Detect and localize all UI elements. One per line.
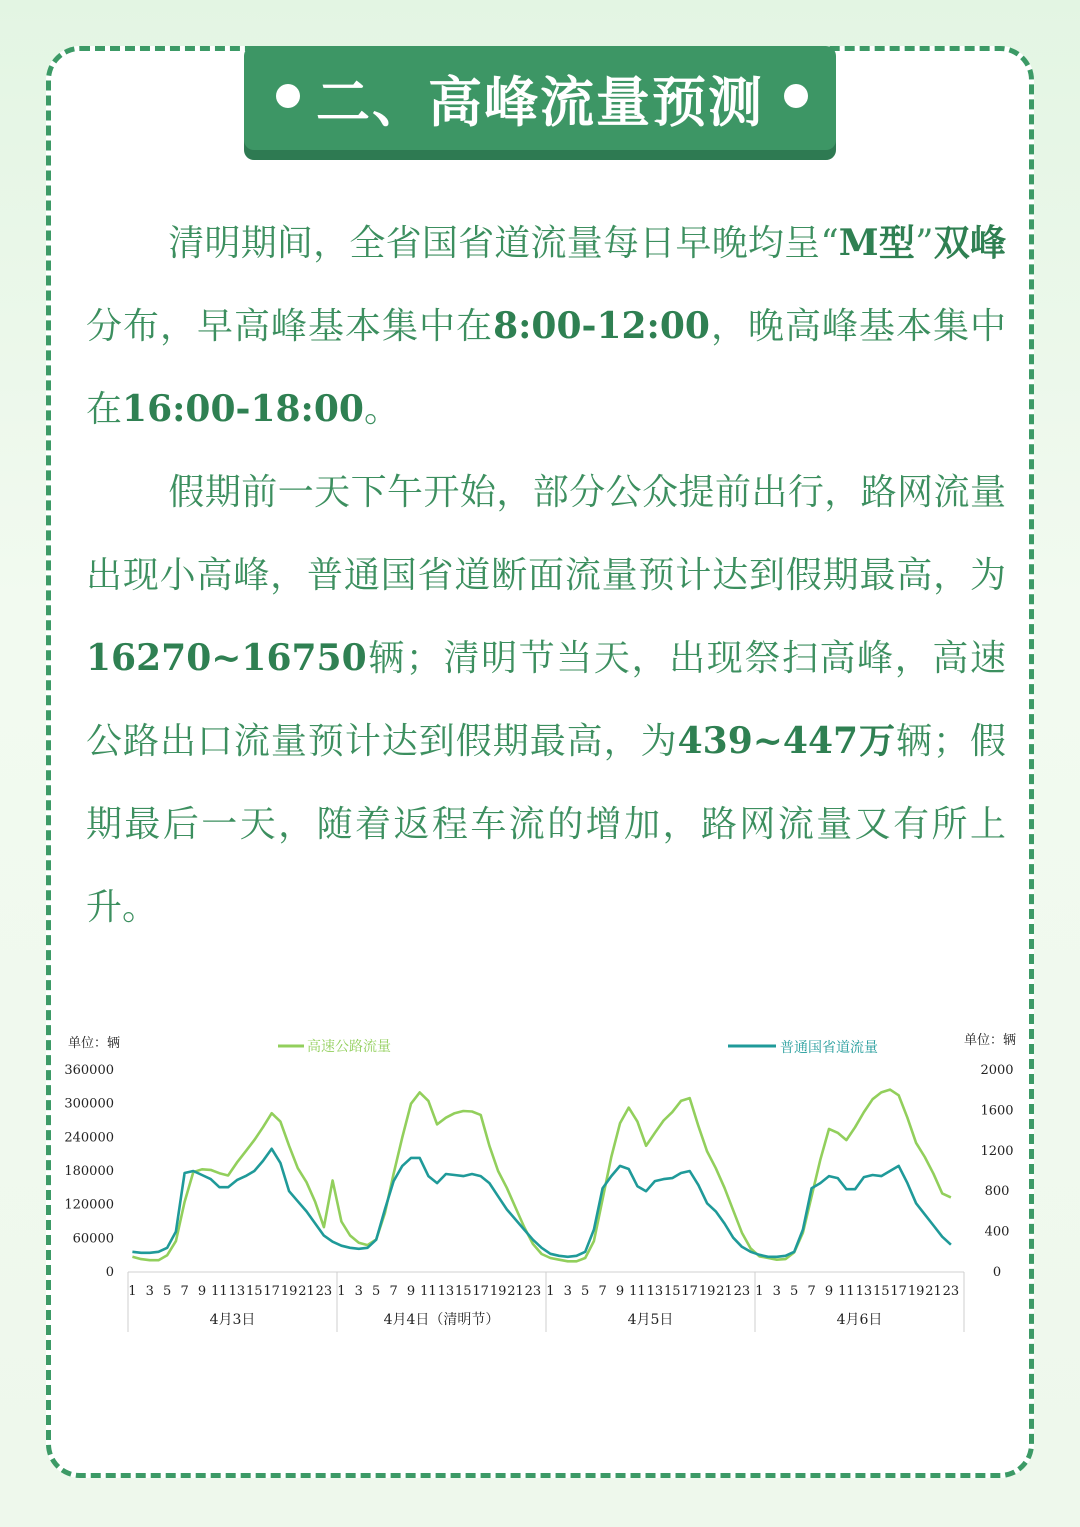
x-hour-tick-label: 23 xyxy=(524,1284,542,1299)
y-right-tick-label: 400 xyxy=(984,1224,1010,1240)
x-hour-tick-label: 3 xyxy=(145,1284,154,1299)
x-hour-tick-label: 5 xyxy=(163,1284,172,1299)
traffic-chart-svg xyxy=(62,1022,1024,1338)
traffic-flow-chart xyxy=(62,1022,1024,1338)
x-hour-tick-label: 13 xyxy=(855,1284,873,1299)
x-hour-tick-label: 17 xyxy=(890,1284,907,1299)
x-hour-tick-label: 9 xyxy=(197,1284,207,1299)
x-hour-tick-label: 19 xyxy=(489,1284,507,1299)
x-hour-tick-label: 5 xyxy=(790,1284,799,1299)
x-hour-tick-label: 15 xyxy=(663,1284,681,1299)
x-hour-tick-label: 7 xyxy=(389,1284,398,1299)
p2-text-3: 辆；假期最后一天，随着返程车流的增加，路网流量又有所上升。 xyxy=(86,721,1006,928)
paragraph-holiday-forecast xyxy=(86,451,1006,949)
p1-text-4: ，晚高峰基本集中在 xyxy=(86,306,1006,430)
x-hour-tick-label: 11 xyxy=(420,1284,437,1299)
legend-label-highway: 高速公路流量 xyxy=(307,1039,391,1055)
p1-bold-double-peak: 双峰 xyxy=(933,222,1006,264)
section-title: 二、高峰流量预测 xyxy=(316,70,764,134)
x-hour-tick-label: 23 xyxy=(942,1284,960,1299)
p1-bold-evening: 16:00-18:00 xyxy=(122,388,364,430)
p2-text-2: 辆；清明节当天，出现祭扫高峰，高速公路出口流量预计达到假期最高，为 xyxy=(86,638,1006,762)
y-right-tick-label: 800 xyxy=(984,1184,1010,1200)
x-hour-tick-label: 19 xyxy=(698,1284,716,1299)
x-hour-tick-label: 21 xyxy=(507,1284,524,1299)
x-hour-tick-label: 15 xyxy=(454,1284,472,1299)
x-hour-tick-label: 9 xyxy=(615,1284,625,1299)
p1-text-3: 分布，早高峰基本集中在 xyxy=(86,306,494,347)
x-hour-tick-label: 11 xyxy=(838,1284,855,1299)
x-hour-tick-label: 13 xyxy=(646,1284,664,1299)
day-label: 4月4日（清明节） xyxy=(383,1312,500,1328)
x-hour-tick-label: 17 xyxy=(472,1284,489,1299)
x-hour-tick-label: 7 xyxy=(180,1284,189,1299)
y-left-tick-label: 360000 xyxy=(64,1063,114,1078)
x-hour-tick-label: 21 xyxy=(925,1284,942,1299)
x-hour-tick-label: 23 xyxy=(733,1284,751,1299)
p1-bold-morning: 8:00-12:00 xyxy=(493,305,710,347)
x-hour-tick-label: 9 xyxy=(824,1284,834,1299)
banner-dot-left xyxy=(276,84,300,108)
p1-bold-m-type: M型 xyxy=(838,222,916,264)
x-hour-tick-label: 15 xyxy=(245,1284,263,1299)
p1-text-1: 清明期间，全省国省道流量每日早晚均呈“ xyxy=(168,223,839,264)
x-hour-tick-label: 5 xyxy=(581,1284,590,1299)
x-hour-tick-label: 3 xyxy=(772,1284,781,1299)
series-line-road xyxy=(132,1149,951,1257)
x-hour-tick-label: 1 xyxy=(337,1284,346,1299)
y-left-tick-label: 180000 xyxy=(64,1164,114,1179)
x-hour-tick-label: 19 xyxy=(280,1284,298,1299)
x-hour-tick-label: 1 xyxy=(128,1284,137,1299)
x-hour-tick-label: 19 xyxy=(907,1284,925,1299)
p1-text-5: 。 xyxy=(363,389,400,430)
day-label: 4月6日 xyxy=(836,1312,883,1328)
y-left-tick-label: 300000 xyxy=(64,1096,114,1112)
y-right-tick-label: 1200 xyxy=(980,1143,1014,1159)
p2-bold-highway-count: 439~447 xyxy=(677,720,859,762)
x-hour-tick-label: 13 xyxy=(437,1284,455,1299)
paragraph-peak-distribution xyxy=(86,202,1006,451)
right-unit-label: 单位：辆 xyxy=(963,1033,1016,1048)
legend-label-road: 普通国省道流量 xyxy=(780,1040,878,1056)
day-label: 4月3日 xyxy=(209,1312,256,1328)
x-hour-tick-label: 5 xyxy=(372,1284,381,1299)
x-hour-tick-label: 11 xyxy=(629,1284,646,1299)
x-hour-tick-label: 11 xyxy=(211,1284,228,1299)
p1-text-2: ” xyxy=(915,223,934,264)
y-left-tick-label: 0 xyxy=(105,1265,114,1280)
x-hour-tick-label: 7 xyxy=(807,1284,816,1299)
y-right-tick-label: 1600 xyxy=(980,1103,1014,1119)
y-right-tick-label: 0 xyxy=(992,1265,1002,1280)
x-hour-tick-label: 21 xyxy=(298,1284,315,1299)
section-banner xyxy=(244,46,836,150)
x-hour-tick-label: 1 xyxy=(546,1284,555,1299)
p2-bold-wan: 万 xyxy=(858,720,897,762)
x-hour-tick-label: 3 xyxy=(563,1284,572,1299)
x-hour-tick-label: 21 xyxy=(716,1284,733,1299)
y-left-tick-label: 240000 xyxy=(64,1130,114,1146)
x-hour-tick-label: 17 xyxy=(681,1284,698,1299)
y-left-tick-label: 120000 xyxy=(64,1197,114,1213)
x-hour-tick-label: 23 xyxy=(315,1284,333,1299)
p2-bold-road-count: 16270~16750 xyxy=(86,637,367,679)
y-right-tick-label: 2000 xyxy=(980,1063,1014,1078)
y-left-tick-label: 60000 xyxy=(72,1231,114,1247)
x-hour-tick-label: 9 xyxy=(406,1284,416,1299)
x-hour-tick-label: 1 xyxy=(755,1284,764,1299)
left-unit-label: 单位：辆 xyxy=(68,1036,121,1051)
x-hour-tick-label: 7 xyxy=(598,1284,607,1299)
p2-text-1: 假期前一天下午开始，部分公众提前出行，路网流量出现小高峰，普通国省道断面流量预计达到假期最高，为 xyxy=(86,472,1006,596)
x-hour-tick-label: 13 xyxy=(228,1284,246,1299)
x-hour-tick-label: 15 xyxy=(872,1284,890,1299)
x-hour-tick-label: 3 xyxy=(354,1284,363,1299)
x-hour-tick-label: 17 xyxy=(263,1284,280,1299)
day-label: 4月5日 xyxy=(627,1312,674,1328)
banner-dot-right xyxy=(784,84,808,108)
